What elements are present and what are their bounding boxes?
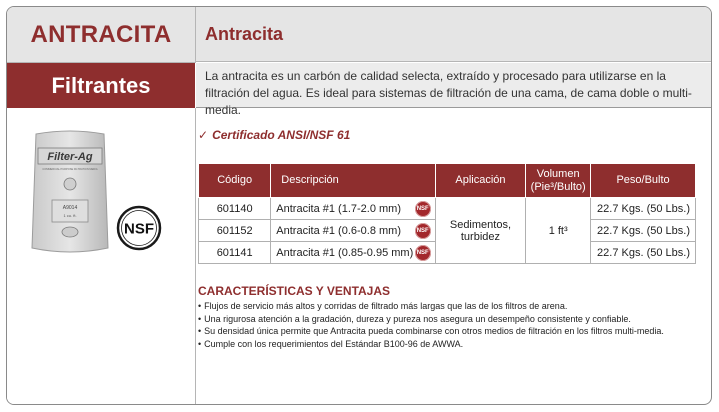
list-item: • Flujos de servicio más altos y corridas de filtrado más largas que las de los filtros de arena. bbox=[198, 300, 698, 313]
cell-weight: 22.7 Kgs. (50 Lbs.) bbox=[591, 242, 696, 264]
product-bag-image bbox=[30, 128, 110, 256]
list-item: • Su densidad única permite que Antracita pueda combinarse con otros medios de filtración en los filtros multi-media. bbox=[198, 325, 698, 338]
nsf-badge-icon: NSF bbox=[415, 201, 431, 217]
product-description-text: La antracita es un carbón de calidad selecta, extraído y procesado para utilizarse en la filtración del agua. Es ideal para sistemas de filtración de una cama, de cama doble o multi-media. bbox=[205, 69, 692, 117]
cell-description bbox=[271, 242, 435, 264]
nsf-badge-icon: NSF bbox=[415, 245, 431, 261]
header-description: Descripción bbox=[271, 164, 435, 198]
header-volume: Volumen (Pie³/Bulto) bbox=[526, 164, 591, 198]
list-item: • Una rigurosa atención a la gradación, dureza y pureza nos asegura un desempeño consistente y confiable. bbox=[198, 313, 698, 326]
category-subtitle: Filtrantes bbox=[7, 63, 195, 108]
bag-emblem-icon bbox=[64, 178, 76, 190]
bag-code: A9014 bbox=[62, 205, 78, 211]
bag-seal-icon bbox=[62, 227, 78, 237]
cell-volume: 1 ft³ bbox=[526, 198, 591, 264]
cell-description-text: Antracita #1 (0.6-0.8 mm) bbox=[276, 224, 401, 237]
cell-weight: 22.7 Kgs. (50 Lbs.) bbox=[591, 220, 696, 242]
cell-description-text: Antracita #1 (0.85-0.95 mm) bbox=[276, 246, 414, 259]
nsf-logo-text: NSF bbox=[124, 220, 154, 238]
cell-description bbox=[271, 198, 435, 220]
table-header-row bbox=[199, 164, 696, 198]
cell-description-text: Antracita #1 (1.7-2.0 mm) bbox=[276, 202, 401, 215]
nsf-badge-icon: NSF bbox=[415, 223, 431, 239]
product-description bbox=[196, 63, 711, 117]
bag-small-line: COMMERCIAL PURPOSE FILTRATION MEDIA bbox=[42, 168, 98, 171]
features-list bbox=[198, 300, 698, 350]
check-icon: ✓ bbox=[198, 128, 209, 142]
product-title: Antracita bbox=[196, 7, 711, 62]
header-weight: Peso/Bulto bbox=[591, 164, 696, 198]
list-item: • Cumple con los requerimientos del Estándar B100-96 de AWWA. bbox=[198, 338, 698, 351]
cell-weight: 22.7 Kgs. (50 Lbs.) bbox=[591, 198, 696, 220]
cell-application: Sedimentos, turbidez bbox=[435, 198, 525, 264]
certification-line bbox=[198, 128, 350, 142]
cell-code: 601140 bbox=[199, 198, 271, 220]
bag-brand: Filter-Ag bbox=[47, 151, 93, 163]
header-code: Código bbox=[199, 164, 271, 198]
category-title: ANTRACITA bbox=[7, 7, 196, 63]
cell-description bbox=[271, 220, 435, 242]
nsf-logo bbox=[116, 205, 162, 251]
cell-code: 601152 bbox=[199, 220, 271, 242]
bag-size: 1 cu. ft. bbox=[63, 213, 77, 218]
features-title: CARACTERÍSTICAS Y VENTAJAS bbox=[198, 284, 391, 298]
header-application: Aplicación bbox=[435, 164, 525, 198]
cell-code: 601141 bbox=[199, 242, 271, 264]
table-row bbox=[199, 198, 696, 220]
spec-table bbox=[198, 163, 696, 264]
certification-text: Certificado ANSI/NSF 61 bbox=[212, 128, 351, 142]
